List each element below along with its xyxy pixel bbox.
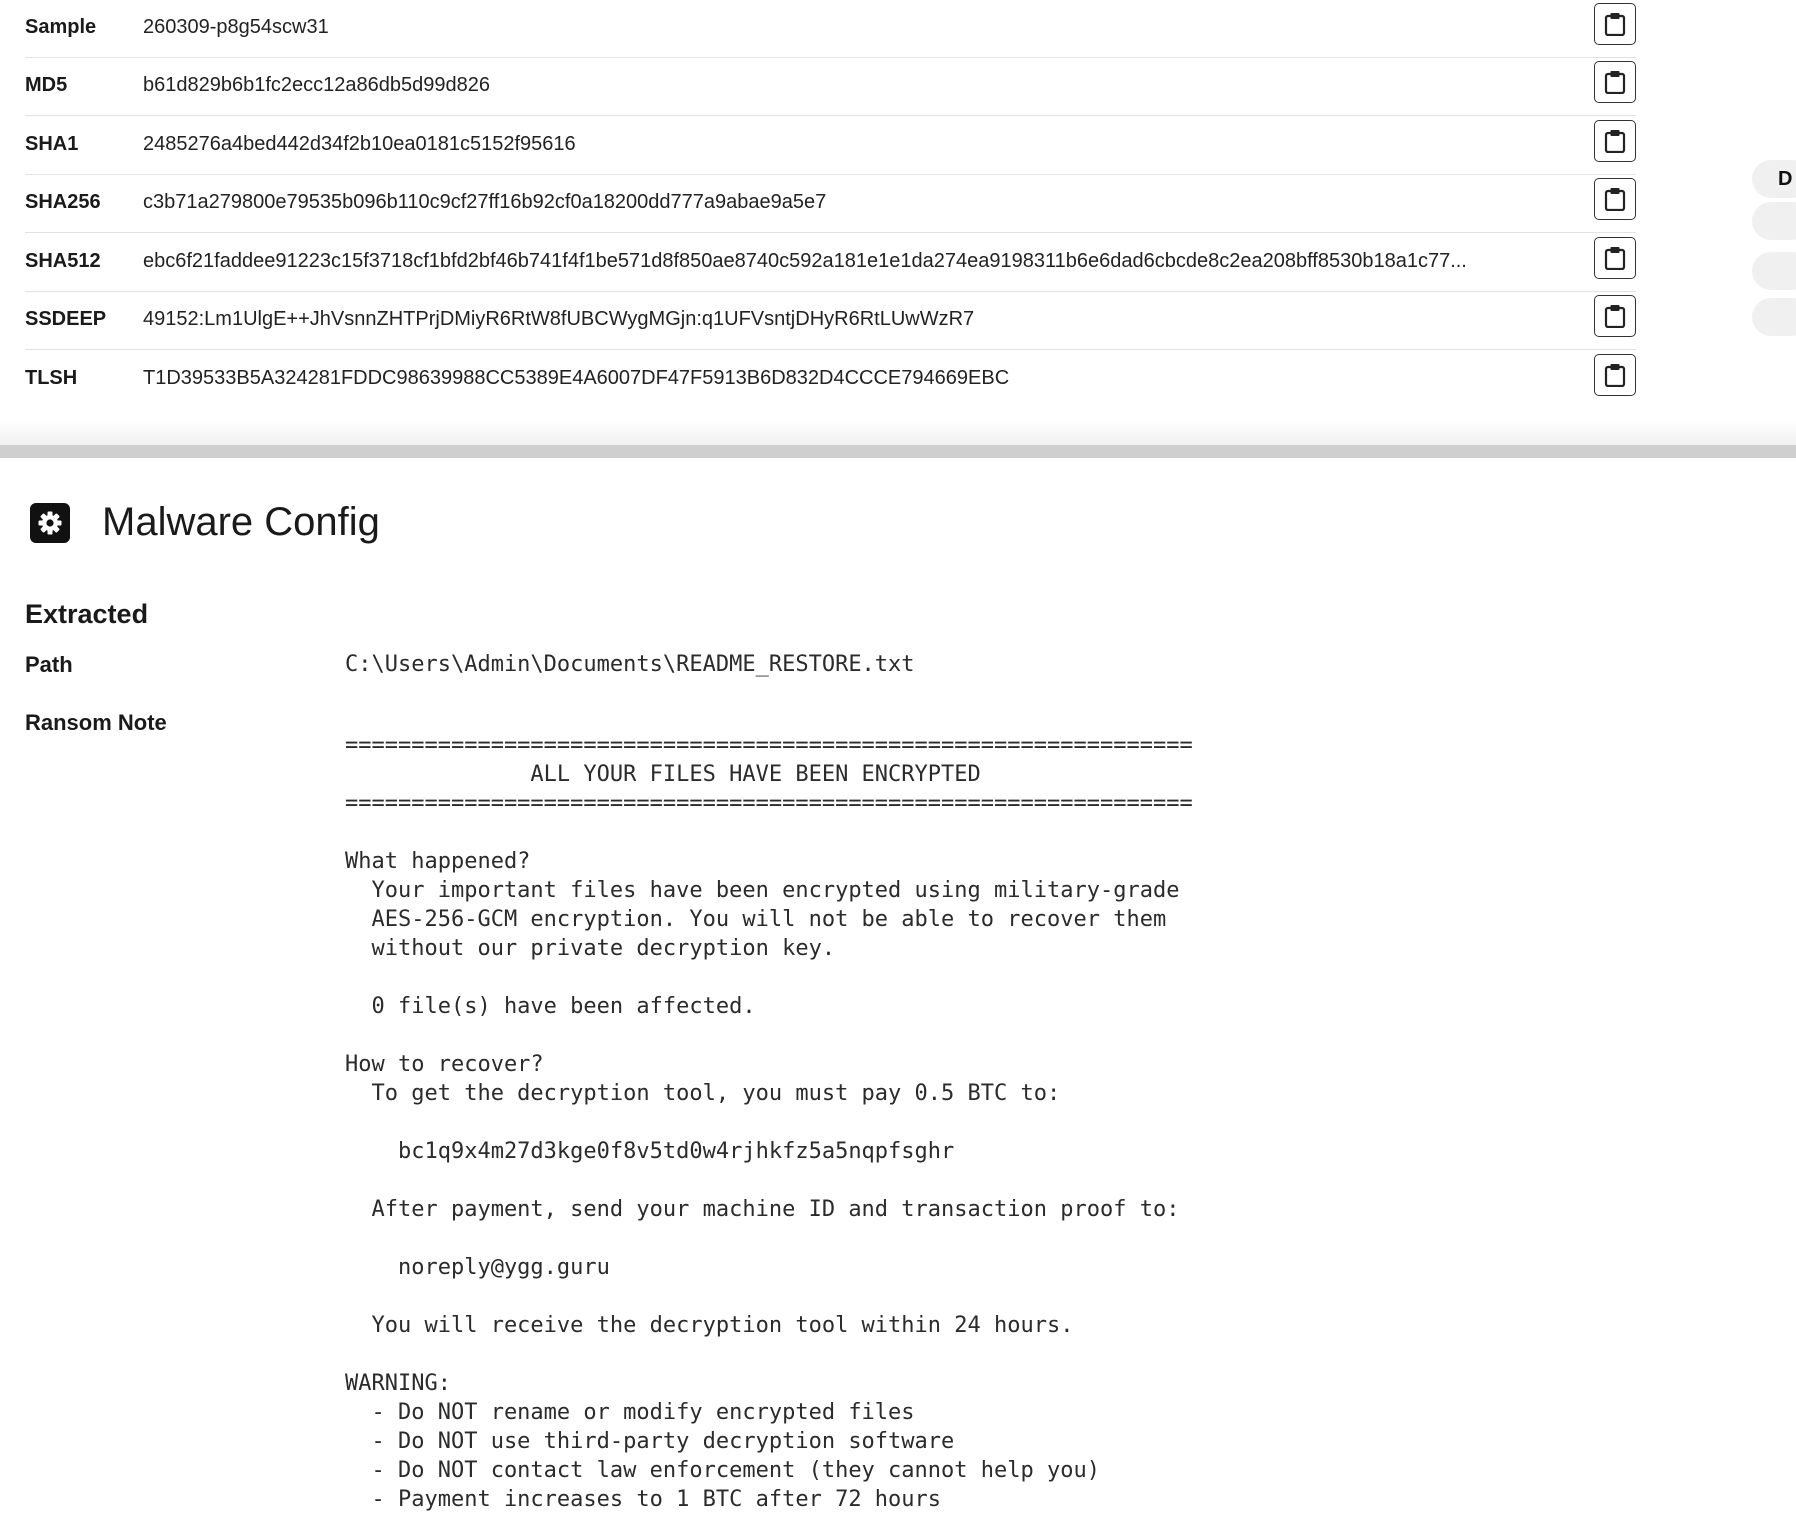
hash-row-sample: [25, 0, 1636, 58]
clipboard-icon: [1604, 12, 1626, 36]
hash-value[interactable]: c3b71a279800e79535b096b110c9cf27ff16b92cf0a18200dd777a9abae9a5e7: [143, 191, 827, 213]
clipboard-icon: [1604, 304, 1626, 328]
clipboard-icon: [1604, 129, 1626, 153]
hash-key: TLSH: [25, 367, 78, 389]
clipboard-icon: [1604, 70, 1626, 94]
section-divider: [0, 445, 1796, 458]
copy-button[interactable]: [1594, 3, 1636, 45]
side-tab-label: D: [1778, 168, 1793, 190]
hash-value[interactable]: 2485276a4bed442d34f2b10ea0181c5152f95616: [143, 133, 576, 155]
copy-button[interactable]: [1594, 354, 1636, 396]
clipboard-icon: [1604, 363, 1626, 387]
hash-key: MD5: [25, 74, 68, 96]
copy-button[interactable]: [1594, 295, 1636, 337]
section-shadow: [0, 420, 1796, 445]
hash-key: SHA256: [25, 191, 101, 213]
path-value: C:\Users\Admin\Documents\README_RESTORE.txt: [345, 652, 915, 677]
hash-value[interactable]: 49152:Lm1UlgE++JhVsnnZHTPrjDMiyR6RtW8fUBCWygMGjn:q1UFVsntjDHyR6RtLUwWzR7: [143, 308, 975, 330]
hash-row-md5: [25, 58, 1636, 116]
ransom-note-text: ================================================================ ALL YOUR FILES HAVE BEEN ENCRYPTED ================================================================ What happened? Your important files have been encrypted using military-grade AES-256-GCM encryption. You will not be able to recover them without our private decryption key. 0 file(s) have been affected. How to recover? To get the decryption tool, you must pay 0.5 BTC to: bc1q9x4m27d3kge0f8v5td0w4rjhkfz5a5nqpfsghr After payment, send your machine ID and transaction proof to: noreply@ygg.guru You will receive the decryption tool within 24 hours. WARNING: - Do NOT rename or modify encrypted files - Do NOT use third-party decryption software - Do NOT contact law enforcement (they cannot help you) - Payment increases to 1 BTC after 72 hours: [345, 733, 1193, 1512]
hash-row-sha512: [25, 234, 1636, 292]
hash-key: SHA512: [25, 250, 101, 272]
hash-key: SHA1: [25, 133, 79, 155]
hash-row-tlsh: [25, 351, 1636, 409]
clipboard-icon: [1604, 246, 1626, 270]
copy-button[interactable]: [1594, 120, 1636, 162]
path-label: Path: [25, 652, 73, 677]
hash-key: SSDEEP: [25, 308, 107, 330]
section-title: Malware Config: [102, 500, 380, 544]
hash-value[interactable]: T1D39533B5A324281FDDC98639988CC5389E4A6007DF47F5913B6D832D4CCCE794669EBC: [143, 367, 1010, 389]
copy-button[interactable]: [1594, 237, 1636, 279]
side-tab[interactable]: [1752, 298, 1796, 336]
hash-value[interactable]: b61d829b6b1fc2ecc12a86db5d99d826: [143, 74, 491, 96]
side-tab[interactable]: [1752, 202, 1796, 240]
extracted-heading: Extracted: [25, 599, 149, 629]
gear-icon: [30, 503, 70, 543]
copy-button[interactable]: [1594, 178, 1636, 220]
hash-value[interactable]: 260309-p8g54scw31: [143, 16, 329, 38]
hash-row-sha256: [25, 175, 1636, 233]
copy-button[interactable]: [1594, 61, 1636, 103]
hash-row-sha1: [25, 117, 1636, 175]
clipboard-icon: [1604, 187, 1626, 211]
hash-value[interactable]: ebc6f21faddee91223c15f3718cf1bfd2bf46b741f4f1be571d8f850ae8740c592a181e1e1da274ea9198311b6e6dad6cbcde8c2ea208bff8530b18a1c77...: [143, 250, 1467, 272]
hash-key: Sample: [25, 16, 97, 38]
side-tab[interactable]: [1752, 252, 1796, 290]
hash-table: [0, 0, 1796, 445]
side-tab[interactable]: [1752, 160, 1796, 198]
ransom-note-label: Ransom Note: [25, 710, 167, 735]
hash-row-ssdeep: [25, 292, 1636, 350]
